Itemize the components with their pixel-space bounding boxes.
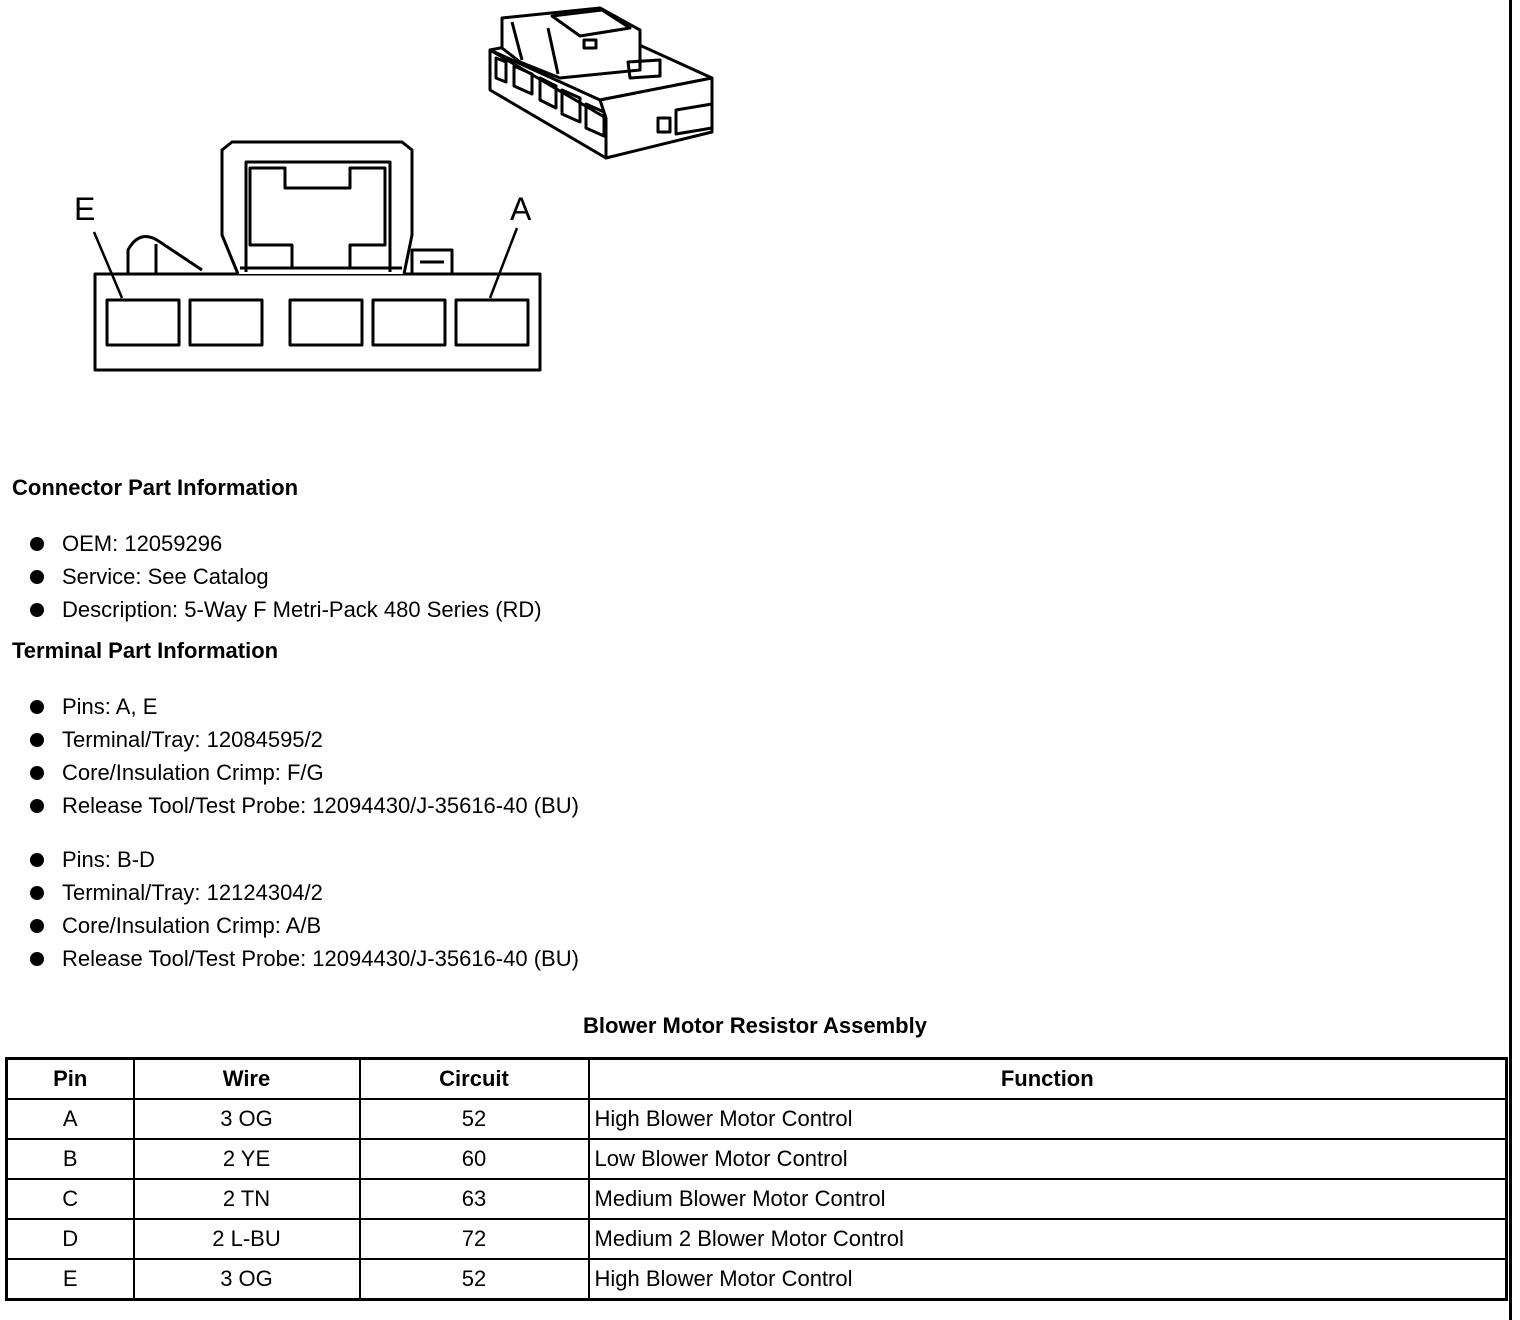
header-pin: Pin (7, 1059, 134, 1100)
pin-a-callout: A (510, 191, 532, 227)
cell-wire: 3 OG (134, 1259, 360, 1300)
cell-circuit: 52 (360, 1259, 589, 1300)
cell-function: Low Blower Motor Control (589, 1139, 1507, 1179)
list-item: Terminal/Tray: 12084595/2 (28, 723, 579, 756)
pinout-table (5, 1057, 1508, 1301)
bullet-icon (30, 952, 44, 966)
cell-circuit: 63 (360, 1179, 589, 1219)
list-item: Core/Insulation Crimp: F/G (28, 756, 579, 789)
list-item: Service: See Catalog (28, 560, 542, 593)
terminal-group-2-list (28, 843, 579, 975)
table-row (7, 1099, 1507, 1139)
terminal-group-1-list (28, 690, 579, 822)
header-wire: Wire (134, 1059, 360, 1100)
bullet-icon (30, 700, 44, 714)
bullet-icon (30, 570, 44, 584)
connector-info-title: Connector Part Information (12, 475, 299, 500)
bullet-icon (30, 853, 44, 867)
connector-diagram (0, 0, 1520, 420)
connector-info-list (28, 527, 542, 626)
cell-pin: D (7, 1219, 134, 1259)
table-row (7, 1179, 1507, 1219)
bullet-icon (30, 733, 44, 747)
cell-function: Medium 2 Blower Motor Control (589, 1219, 1507, 1259)
cell-pin: B (7, 1139, 134, 1179)
bullet-icon (30, 886, 44, 900)
cell-pin: C (7, 1179, 134, 1219)
list-item: Terminal/Tray: 12124304/2 (28, 876, 579, 909)
cell-wire: 3 OG (134, 1099, 360, 1139)
header-function: Function (589, 1059, 1507, 1100)
list-item: Release Tool/Test Probe: 12094430/J-35616-40 (BU) (28, 942, 579, 975)
list-item: OEM: 12059296 (28, 527, 542, 560)
table-row (7, 1259, 1507, 1300)
list-item: Description: 5-Way F Metri-Pack 480 Series (RD) (28, 593, 542, 626)
cell-wire: 2 YE (134, 1139, 360, 1179)
cell-circuit: 60 (360, 1139, 589, 1179)
terminal-info-title: Terminal Part Information (12, 638, 279, 663)
header-circuit: Circuit (360, 1059, 589, 1100)
cell-circuit: 72 (360, 1219, 589, 1259)
list-item: Pins: B-D (28, 843, 579, 876)
list-item: Release Tool/Test Probe: 12094430/J-35616-40 (BU) (28, 789, 579, 822)
cell-wire: 2 L-BU (134, 1219, 360, 1259)
bullet-icon (30, 766, 44, 780)
bullet-icon (30, 919, 44, 933)
table-header-row (7, 1059, 1507, 1100)
bullet-icon (30, 799, 44, 813)
connector-front-view-drawing (94, 142, 540, 370)
table-title: Blower Motor Resistor Assembly (583, 1013, 927, 1038)
table-row (7, 1139, 1507, 1179)
pin-e-callout: E (74, 191, 96, 227)
cell-pin: A (7, 1099, 134, 1139)
cell-function: High Blower Motor Control (589, 1259, 1507, 1300)
cell-circuit: 52 (360, 1099, 589, 1139)
list-item: Pins: A, E (28, 690, 579, 723)
list-item: Core/Insulation Crimp: A/B (28, 909, 579, 942)
cell-wire: 2 TN (134, 1179, 360, 1219)
cell-function: High Blower Motor Control (589, 1099, 1507, 1139)
connector-isometric-drawing (490, 8, 712, 158)
cell-function: Medium Blower Motor Control (589, 1179, 1507, 1219)
table-row (7, 1219, 1507, 1259)
bullet-icon (30, 603, 44, 617)
cell-pin: E (7, 1259, 134, 1300)
bullet-icon (30, 537, 44, 551)
